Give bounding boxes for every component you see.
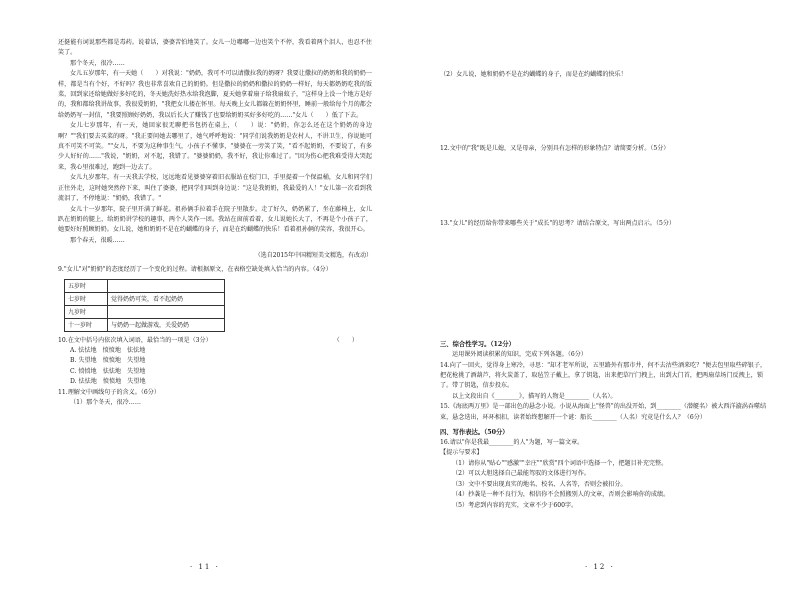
question-14: 14.向了一回火，觉得身上寒冷，寻思："却才老军所说，五里路外有那市井，何不去沽些酒来吃？"便去包里取些碎银子，把花枪挑了酒葫芦，将火炭盖了，取毡笠子戴上，拿了钥匙，出来把草厅门拽上，出到大门首，把两扇草场门反拽上，锁了。带了钥匙，信步投东。 [440,361,767,390]
question-11-part-1: （1）那个冬天，很冷…… [70,398,141,406]
table-cell-age: 十一岁时 [65,318,108,331]
question-10 [58,336,372,346]
source-note: （选自2015年中国精短美文精选，有改动） [254,252,372,260]
question-10-text: 10.在文中括号内依次填入词语，最恰当的一项是（3分） [58,336,212,344]
hint-item: （5）考虑到内容的充实，文章不少于600字。 [452,501,578,509]
table-row [65,305,225,318]
hint-item: （4）抄袭是一种不良行为，相信你不会照搬别人的文章，否则会影响你的成绩。 [452,491,670,499]
page-number-left: · 11 · [190,563,220,571]
question-13: 13."女儿"的经历给你带来哪些关于"成长"的思考？请结合原文，写出两点启示。（5分） [440,219,676,227]
section-3-intro: 运用课外阅读积累的知识，完成下列各题。（6分） [452,351,587,359]
question-12: 12.文中的"我"既是儿媳，又是母亲，分别具有怎样的形象特点？请简要分析。（5分） [440,145,670,153]
hint-item: （1）请你从"贴心""感激""幸庄""欣赏"四个词语中选择一个，把题目补充完整。 [452,459,668,467]
answer-space[interactable] [440,293,770,335]
table-cell-age: 七岁时 [65,292,108,305]
story-paragraph-4: 女儿七岁那年，有一天，她回家很无聊把书包扔在桌上，（ ）说："奶奶，你怎么还在这个奶奶的身边啊？""我们要去买菜的呀。"我正要问她去哪里了，她气呼呼地说："同学们说我奶奶是农村人，不讲卫生，你说她可真不可笑不可笑。""女儿，不要为这种事生气，小孩子不懂事，"婆婆在一旁笑了笑，"看不起奶奶，不要说了，有多少人好好的……"我说，"奶奶，对不起，我错了。"婆婆奶奶，我不好，我让你难过了。"因为伤心把我难受得大哭起来，我心里很难过，跑到一边去了。 [58,122,372,171]
question-11: 11.理解文中画线句子的含义。（6分） [58,388,160,396]
table-cell-answer[interactable] [108,305,225,318]
option-a: A. 怯怯地 愤愤地 怯怯地 [70,346,146,354]
answer-bracket[interactable]: （ ） [333,336,358,344]
table-row [65,318,225,331]
option-b: B. 失望地 愤愤地 失望地 [70,357,146,365]
option-c: C. 愤愤地 怯怯地 失望地 [70,367,146,375]
option-d: D. 怯怯地 愤愤地 失望地 [70,378,146,386]
section-4-heading: 四、写作表达。（50分） [440,429,509,437]
question-15[interactable]: 15.《海底两万里》是一部出色的悬念小说。小说从海面上"怪兽"的出没开始，到________（潜艇名）被大西洋漩涡吞噬结束，悬念迭出，环环相扣，读者始终想解开一个谜：船长________（人名）究竟是什么人？（6分） [440,403,767,421]
hint-item: （2）可以大胆选择自己最能驾驭的文体进行写作。 [452,470,590,478]
story-paragraph-3: 女儿五岁那年，有一天她（ ）对我说："奶奶，我可不可以请撒拉我的奶呀？我要让撒拉的奶奶和我的奶奶一样，都是当有个好，不好吗？我也非常喜欢自己的奶奶。但是撒拉的奶奶和撒拉的奶奶一样好，每天都奶奶吃我的饭菜，回到家还给她做好多好吃的，冬天她洗好热水给我泡脚，夏天她拿着扇子给我扇蚊子，"这样身上没一个地方是好的，我和都给我讲故事，我很爱奶奶，"我把女儿搂在怀里。每天晚上女儿都躲在奶奶怀里，睡前一般给每个月的都会给奶奶写一封信，"我要照顾好奶奶，我以后长大了赚钱了也要给奶奶买好多好吃的……"女儿（ ）低了下去。 [58,70,372,119]
page-number-right: · 12 · [585,563,615,571]
question-11-part-2: （2）女儿说，她和奶奶不是在约蝴蝶的身子，而是在约蝴蝶的快乐！ [440,71,627,78]
table-row [65,279,225,292]
story-paragraph-5: 女儿九岁那年，有一天我去学校，远远地看见婆婆穿着旧衣服站在校门口，手里提着一个保温桶，女儿和同学们正往外走，这时她突然停下来，叫住了婆婆，把同学们叫到身边说："这是我奶奶，我最爱的人！"女儿第一次看到我流泪了，不停地说："奶奶，我错了。" [58,174,372,203]
table-cell-answer: 与奶奶一起做游戏，关爱奶奶 [108,318,225,331]
story-paragraph-2: 那个冬天，很冷…… [70,59,125,67]
table-cell-answer: 觉得奶奶可笑，看不起奶奶 [108,292,225,305]
hint-title: 【提示与要求】 [440,449,483,457]
story-paragraph-1: 还挺能有词说那些都是毒药。说着话，婆婆苦怕地笑了。女儿一边嘟嘟一边也笑个不停，我看着两个泪人，也忍不住笑了。 [58,39,372,57]
question-16[interactable]: 16.请以"你是我最________的人"为题，写一篇文章。 [440,439,584,447]
section-3-heading: 三、综合性学习。（12分） [440,341,515,349]
answer-space[interactable] [440,229,770,293]
hint-item: （3）文中不要出现真实的地名、校名、人名等，否则会被扣分。 [452,480,627,488]
table-row [65,292,225,305]
question-9: 9."女儿"对"奶奶"的态度经历了一个变化的过程。请根据原文，在表格空缺处填入恰当的内容。（4分） [58,266,332,274]
table-cell-age: 五岁时 [65,279,108,292]
question-14-fill[interactable]: 以上文段出自《________》，描写的人物是________（人名）。 [452,392,617,400]
table-cell-age: 九岁时 [65,305,108,318]
right-page [400,0,800,605]
answer-table [64,279,225,332]
answer-space[interactable] [440,155,770,219]
story-paragraph-6: 女儿十一岁那年，院子里开满了鲜花。祖孙俩手拉着手在院子里散步。走了好久，奶奶累了，坐在藤椅上，女儿趴在奶奶的腿上，给奶奶讲学校的趣事，两个人笑作一团。我站在窗前看着，女儿说她长大了，不再是个小孩子了，她要好好照顾奶奶。女儿说，她和奶奶不是在约蝴蝶的身子，而是在约蝴蝶的快乐！看着祖孙俩的笑容，我很开心。 [58,205,372,234]
table-cell-answer[interactable] [108,279,225,292]
story-paragraph-7: 那个春天，很暖…… [70,236,125,244]
answer-space[interactable] [440,80,770,144]
